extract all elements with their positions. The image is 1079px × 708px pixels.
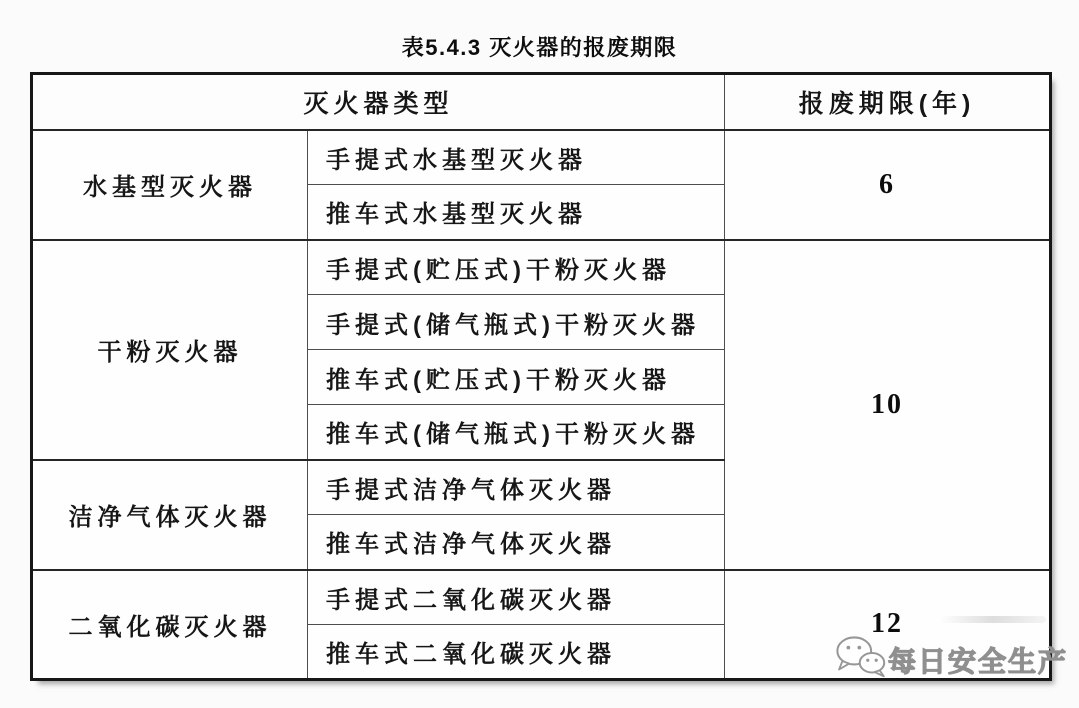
type-cell: 手提式二氧化碳灭火器 xyxy=(308,570,725,625)
header-row xyxy=(32,74,1051,130)
table-row xyxy=(32,240,1051,295)
group-cell-water-based: 水基型灭火器 xyxy=(32,130,308,240)
type-cell: 手提式洁净气体灭火器 xyxy=(308,460,725,515)
table-title: 表5.4.3 灭火器的报废期限 xyxy=(401,35,678,60)
header-extinguisher-type: 灭火器类型 xyxy=(32,74,725,130)
period-cell-6: 6 xyxy=(725,130,1051,240)
type-cell: 手提式水基型灭火器 xyxy=(308,130,725,185)
type-cell: 推车式(贮压式)干粉灭火器 xyxy=(308,350,725,405)
fire-extinguisher-scrap-table xyxy=(30,72,1052,681)
type-cell: 推车式水基型灭火器 xyxy=(308,185,725,240)
period-cell-10: 10 xyxy=(725,240,1051,570)
header-scrap-period: 报废期限(年) xyxy=(725,74,1051,130)
group-cell-carbon-dioxide: 二氧化碳灭火器 xyxy=(32,570,308,680)
table-row xyxy=(32,130,1051,185)
table-row xyxy=(32,570,1051,625)
type-cell: 推车式二氧化碳灭火器 xyxy=(308,625,725,680)
type-cell: 推车式(储气瓶式)干粉灭火器 xyxy=(308,405,725,460)
table-container xyxy=(30,72,1052,681)
period-cell-12: 12 xyxy=(725,570,1051,680)
group-cell-dry-powder: 干粉灭火器 xyxy=(32,240,308,460)
type-cell: 推车式洁净气体灭火器 xyxy=(308,515,725,570)
group-cell-clean-gas: 洁净气体灭火器 xyxy=(32,460,308,570)
type-cell: 手提式(储气瓶式)干粉灭火器 xyxy=(308,295,725,350)
type-cell: 手提式(贮压式)干粉灭火器 xyxy=(308,240,725,295)
watermark-text: 每日安全生产 xyxy=(888,646,1069,677)
